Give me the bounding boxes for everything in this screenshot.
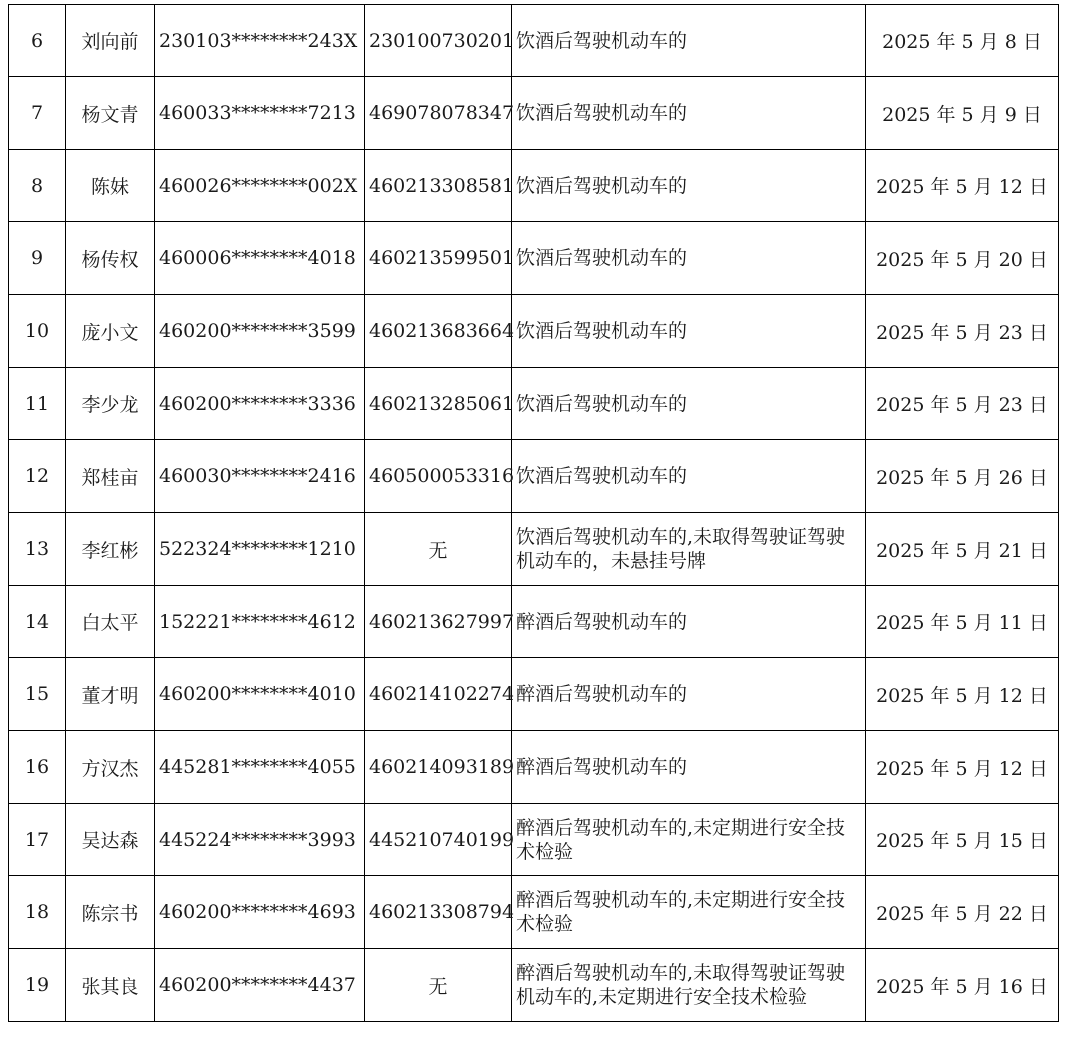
- id-number: 460200********4693: [155, 876, 365, 949]
- id-number: 460200********4437: [155, 949, 365, 1022]
- violation-description: 醉酒后驾驶机动车的: [512, 658, 866, 731]
- id-number: 460200********3336: [155, 368, 365, 440]
- violation-description: 醉酒后驾驶机动车的,未定期进行安全技术检验: [512, 876, 866, 949]
- person-name: 李红彬: [66, 513, 155, 586]
- table-row: [9, 513, 1059, 586]
- row-number: 11: [9, 368, 66, 440]
- id-number: 460030********2416: [155, 440, 365, 513]
- violation-date: 2025 年 5 月 8 日: [866, 5, 1059, 77]
- license-number: 460500053316: [365, 440, 512, 513]
- row-number: 9: [9, 222, 66, 295]
- violation-description: 饮酒后驾驶机动车的: [512, 150, 866, 222]
- person-name: 庞小文: [66, 295, 155, 368]
- person-name: 白太平: [66, 586, 155, 658]
- table-row: [9, 949, 1059, 1022]
- license-number: 460214102274: [365, 658, 512, 731]
- row-number: 19: [9, 949, 66, 1022]
- violation-date: 2025 年 5 月 20 日: [866, 222, 1059, 295]
- person-name: 杨传权: [66, 222, 155, 295]
- person-name: 陈妹: [66, 150, 155, 222]
- row-number: 18: [9, 876, 66, 949]
- table-body: [9, 5, 1059, 1022]
- license-number: 469078078347: [365, 77, 512, 150]
- license-number: 460213683664: [365, 295, 512, 368]
- violation-records-table: [8, 4, 1059, 1022]
- table-row: [9, 150, 1059, 222]
- id-number: 460006********4018: [155, 222, 365, 295]
- violation-description: 饮酒后驾驶机动车的: [512, 222, 866, 295]
- person-name: 郑桂亩: [66, 440, 155, 513]
- violation-description: 饮酒后驾驶机动车的: [512, 5, 866, 77]
- row-number: 13: [9, 513, 66, 586]
- table-row: [9, 804, 1059, 876]
- person-name: 刘向前: [66, 5, 155, 77]
- violation-description: 饮酒后驾驶机动车的: [512, 77, 866, 150]
- violation-description: 饮酒后驾驶机动车的,未取得驾驶证驾驶机动车的，未悬挂号牌: [512, 513, 866, 586]
- violation-date: 2025 年 5 月 12 日: [866, 150, 1059, 222]
- id-number: 522324********1210: [155, 513, 365, 586]
- violation-date: 2025 年 5 月 15 日: [866, 804, 1059, 876]
- table-row: [9, 586, 1059, 658]
- table-row: [9, 295, 1059, 368]
- id-number: 152221********4612: [155, 586, 365, 658]
- person-name: 方汉杰: [66, 731, 155, 804]
- id-number: 460200********4010: [155, 658, 365, 731]
- license-number: 460213599501: [365, 222, 512, 295]
- id-number: 460033********7213: [155, 77, 365, 150]
- table-row: [9, 731, 1059, 804]
- row-number: 6: [9, 5, 66, 77]
- row-number: 15: [9, 658, 66, 731]
- row-number: 14: [9, 586, 66, 658]
- license-number: 460213308794: [365, 876, 512, 949]
- row-number: 12: [9, 440, 66, 513]
- row-number: 8: [9, 150, 66, 222]
- person-name: 杨文青: [66, 77, 155, 150]
- table-row: [9, 5, 1059, 77]
- person-name: 李少龙: [66, 368, 155, 440]
- violation-description: 饮酒后驾驶机动车的: [512, 295, 866, 368]
- license-number: 230100730201: [365, 5, 512, 77]
- table-row: [9, 77, 1059, 150]
- table-row: [9, 876, 1059, 949]
- person-name: 董才明: [66, 658, 155, 731]
- table-row: [9, 222, 1059, 295]
- violation-date: 2025 年 5 月 26 日: [866, 440, 1059, 513]
- violation-date: 2025 年 5 月 22 日: [866, 876, 1059, 949]
- license-number: 460213627997: [365, 586, 512, 658]
- table-row: [9, 368, 1059, 440]
- table-row: [9, 658, 1059, 731]
- person-name: 吴达森: [66, 804, 155, 876]
- person-name: 陈宗书: [66, 876, 155, 949]
- id-number: 230103********243X: [155, 5, 365, 77]
- violation-description: 醉酒后驾驶机动车的,未取得驾驶证驾驶机动车的,未定期进行安全技术检验: [512, 949, 866, 1022]
- violation-description: 饮酒后驾驶机动车的: [512, 440, 866, 513]
- violation-date: 2025 年 5 月 12 日: [866, 731, 1059, 804]
- license-number: 460213308581: [365, 150, 512, 222]
- violation-date: 2025 年 5 月 16 日: [866, 949, 1059, 1022]
- violation-description: 饮酒后驾驶机动车的: [512, 368, 866, 440]
- violation-date: 2025 年 5 月 21 日: [866, 513, 1059, 586]
- row-number: 7: [9, 77, 66, 150]
- row-number: 16: [9, 731, 66, 804]
- license-number: 460214093189: [365, 731, 512, 804]
- violation-date: 2025 年 5 月 23 日: [866, 368, 1059, 440]
- violation-date: 2025 年 5 月 12 日: [866, 658, 1059, 731]
- table-row: [9, 440, 1059, 513]
- violation-description: 醉酒后驾驶机动车的: [512, 586, 866, 658]
- violation-date: 2025 年 5 月 23 日: [866, 295, 1059, 368]
- violation-date: 2025 年 5 月 11 日: [866, 586, 1059, 658]
- id-number: 460026********002X: [155, 150, 365, 222]
- person-name: 张其良: [66, 949, 155, 1022]
- row-number: 10: [9, 295, 66, 368]
- id-number: 460200********3599: [155, 295, 365, 368]
- license-number: 无: [365, 949, 512, 1022]
- violation-description: 醉酒后驾驶机动车的: [512, 731, 866, 804]
- violation-date: 2025 年 5 月 9 日: [866, 77, 1059, 150]
- row-number: 17: [9, 804, 66, 876]
- license-number: 460213285061: [365, 368, 512, 440]
- violation-description: 醉酒后驾驶机动车的,未定期进行安全技术检验: [512, 804, 866, 876]
- id-number: 445281********4055: [155, 731, 365, 804]
- license-number: 445210740199: [365, 804, 512, 876]
- license-number: 无: [365, 513, 512, 586]
- id-number: 445224********3993: [155, 804, 365, 876]
